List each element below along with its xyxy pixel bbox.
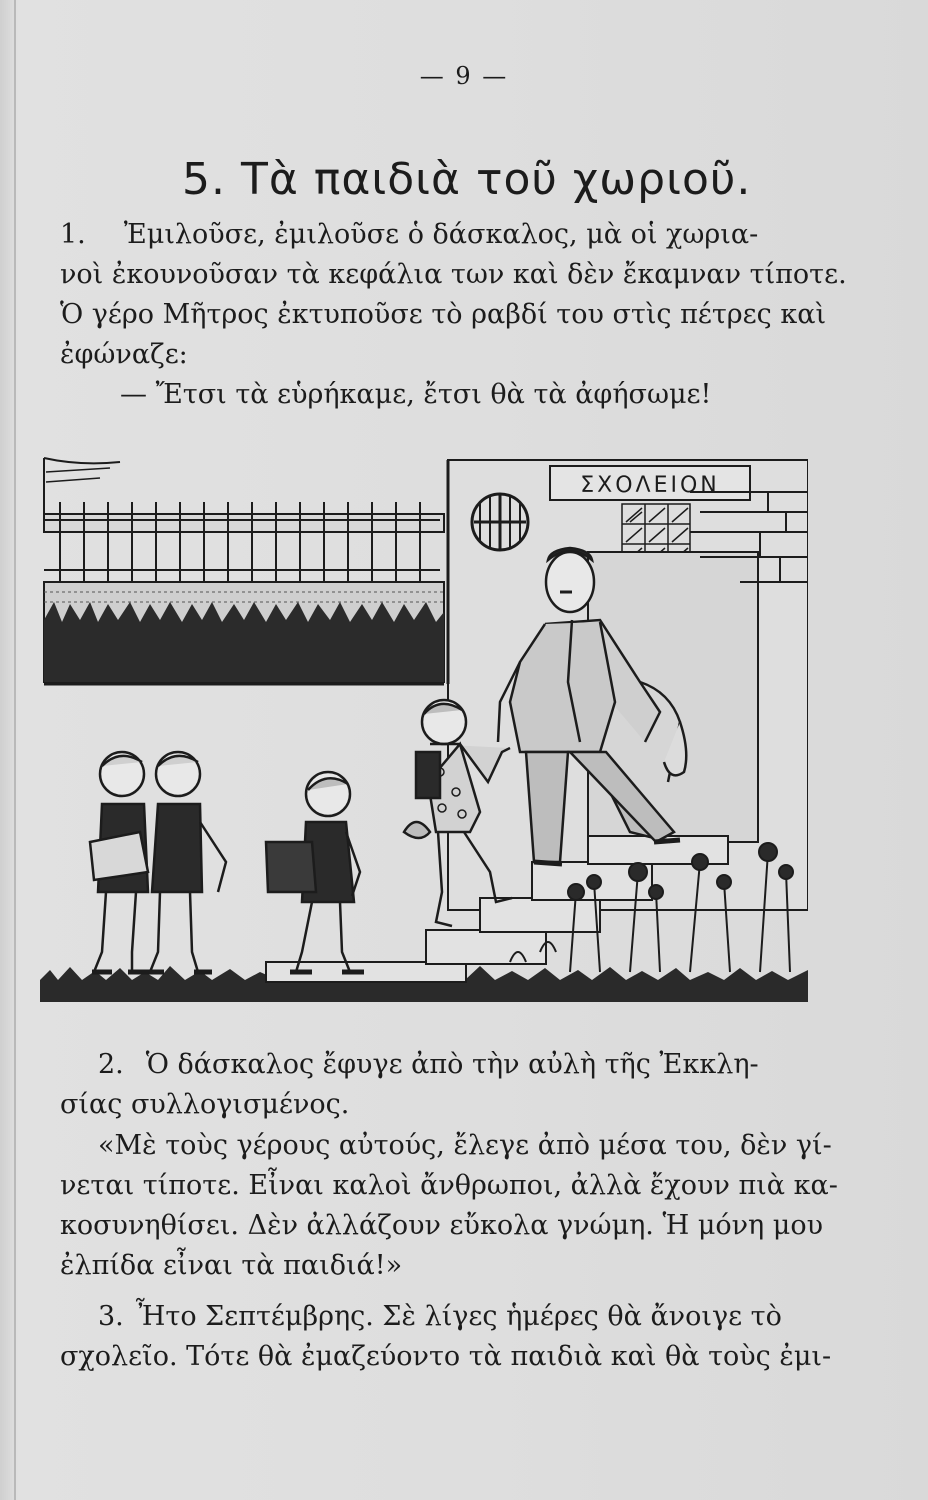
section-1-number: 1. — [60, 219, 86, 250]
section-3-line-1-text: Ἦτο Σεπτέμβρης. Σὲ λίγες ἡμέρες θὰ ἄνοιγε τὸ — [135, 1301, 782, 1332]
quote-line-1: «Μὲ τοὺς γέρους αὐτούς, ἔλεγε ἀπὸ μέσα του, δὲν γί- — [98, 1130, 832, 1161]
fence-wall — [44, 458, 444, 684]
quote-line-3: κοσυνηθίσει. Δὲν ἀλλάζουν εὔκολα γνώμη. Ἡ μόνη μου — [60, 1210, 824, 1241]
page-binding-edge — [14, 0, 16, 1500]
section-1-line-2: νοὶ ἐκουνοῦσαν τὰ κεφάλια των καὶ δὲν ἔκαμναν τίποτε. — [60, 259, 847, 290]
school-sign-text: ΣΧΟΛΕΙΟΝ — [580, 473, 720, 498]
page-number: — 9 — — [419, 62, 509, 90]
section-2-line-2: σίας συλλογισμένος. — [60, 1089, 350, 1120]
section-1-line-4: ἐφώναζε: — [60, 339, 188, 370]
section-2-line-1-text: Ὁ δάσκαλος ἔφυγε ἀπὸ τὴν αὐλὴ τῆς Ἐκκλη- — [145, 1049, 759, 1080]
section-1-line-3: Ὁ γέρο Μῆτρος ἐκτυποῦσε τὸ ραβδί του στὶς πέτρες καὶ — [60, 299, 827, 330]
section-2-number: 2. — [98, 1049, 124, 1080]
section-2-paragraph — [60, 1045, 802, 1125]
school-illustration — [40, 452, 808, 1004]
two-children-left — [90, 752, 226, 972]
section-1-line-1 — [60, 215, 802, 255]
child-with-book — [266, 772, 364, 972]
section-2-line-1 — [60, 1045, 802, 1085]
section-3-line-2: σχολεῖο. Τότε θὰ ἐμαζεύοντο τὰ παιδιὰ καὶ θὰ τοὺς ἐμι- — [60, 1341, 832, 1372]
section-3-paragraph — [60, 1297, 832, 1377]
teacher-thought-quote — [60, 1126, 838, 1286]
section-1-line-5: — Ἔτσι τὰ εὑρήκαμε, ἔτσι θὰ τὰ ἀφήσωμε! — [120, 379, 712, 410]
quote-line-4: ἐλπίδα εἶναι τὰ παιδιά!» — [60, 1250, 403, 1281]
section-1-paragraph — [60, 215, 847, 415]
chapter-title: 5. Τὰ παιδιὰ τοῦ χωριοῦ. — [182, 154, 752, 206]
section-3-number: 3. — [98, 1301, 124, 1332]
section-3-line-1 — [60, 1297, 802, 1337]
section-1-line-1-text: Ἐμιλοῦσε, ἐμιλοῦσε ὁ δάσκαλος, μὰ οἱ χωρια- — [123, 219, 759, 250]
quote-line-2: νεται τίποτε. Εἶναι καλοὶ ἄνθρωποι, ἀλλὰ ἔχουν πιὰ κα- — [60, 1170, 838, 1201]
